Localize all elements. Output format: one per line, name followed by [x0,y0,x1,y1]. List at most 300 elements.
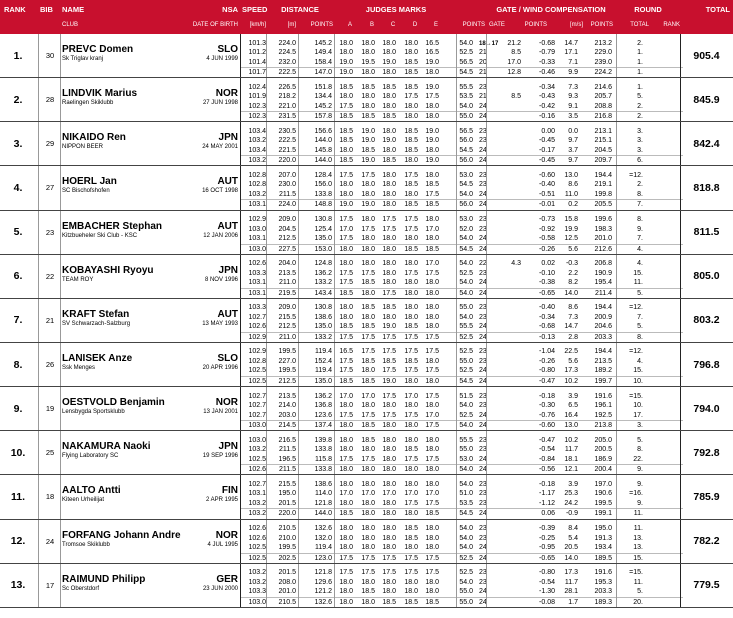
cell-judge-c: 17.5 [382,411,396,419]
cell-gate: 23 [479,436,487,444]
cell-gate: 24 [479,367,487,375]
cell-gate: 23 [479,525,487,533]
header-judge-c: C [390,22,396,28]
cell-distance: 208.0 [278,578,296,586]
cell-speed: 102.3 [248,113,266,121]
cell-wind-points: 17.1 [564,49,578,56]
cell-gate: 23 [479,569,487,577]
cell-distance: 227.5 [278,245,296,253]
cell-round-rank: 7. [637,313,643,321]
column-divider [680,387,681,430]
athlete-total: 785.9 [693,490,720,503]
cell-round-rank: 9. [637,480,643,488]
cell-speed: 102.8 [248,171,266,179]
cell-judge-points: 55.0 [459,446,473,454]
cell-distance: 199.5 [278,348,296,356]
header-distance: DISTANCE [281,5,319,14]
cell-judge-c: 18.0 [382,235,396,243]
cell-distance-points: 136.8 [314,402,332,410]
header-club: CLUB [62,22,79,28]
cell-judge-e: 17.5 [425,422,439,430]
cell-speed: 102.5 [248,377,266,385]
cell-gate: 24 [479,102,487,110]
cell-judge-points: 54.0 [459,102,473,110]
cell-gate: 23 [479,171,487,179]
athlete-nsa: NOR [215,529,238,541]
cell-judge-e: 19.0 [425,157,439,165]
cell-gate: 20 [479,58,487,66]
header-round: ROUND [634,5,662,14]
cell-wind: -0.73 [539,216,555,224]
cell-round-total: 195.4 [594,279,612,287]
cell-distance: 212.5 [278,377,296,385]
cell-judge-b: 17.5 [361,411,375,419]
column-divider [456,166,457,209]
cell-gate: 23 [479,578,487,586]
cell-speed: 103.2 [248,510,266,518]
cell-wind: -0.45 [539,157,555,165]
athlete-name: RAIMUND Philipp [62,573,146,585]
cell-wind-points: 5.6 [568,357,578,365]
cell-distance: 210.5 [278,598,296,606]
cell-gate-points: 4.3 [511,260,521,268]
athlete-rank: 6. [13,270,23,283]
cell-gate: 24 [479,201,487,209]
cell-wind: -0.68 [539,39,555,47]
cell-gate: 24 [479,411,487,419]
cell-judge-e: 16.5 [425,49,439,56]
cell-distance-points: 129.6 [314,578,332,586]
cell-judge-c: 19.0 [382,58,396,66]
column-divider [60,211,61,254]
cell-wind-points: 25.3 [564,490,578,498]
column-divider [616,520,617,563]
cell-wind-points: 1.7 [568,598,578,606]
cell-distance: 222.5 [278,69,296,76]
athlete-block [0,299,733,343]
athlete-block [0,564,733,608]
column-divider [680,255,681,298]
cell-distance: 215.5 [278,480,296,488]
cell-wind-points: 11.7 [564,446,578,454]
header-speed: SPEED [242,5,268,14]
cell-judge-a: 18.0 [339,245,353,253]
cell-judge-d: 18.5 [404,83,418,91]
cell-judge-c: 19.0 [382,137,396,145]
cell-judge-a: 18.0 [339,534,353,542]
cell-distance-points: 144.0 [314,157,332,165]
athlete-total: 842.4 [693,137,720,150]
athlete-nsa: AUT [217,176,238,188]
cell-round-total: 200.5 [594,446,612,454]
column-divider [486,564,487,607]
cell-wind-points: 8.2 [568,279,578,287]
cell-wind-points: 9.9 [568,69,578,76]
cell-judge-points: 52.5 [459,411,473,419]
cell-distance-points: 121.2 [314,588,332,596]
column-divider [486,431,487,474]
cell-judge-c: 18.0 [382,39,396,47]
cell-judge-b: 18.0 [361,480,375,488]
cell-judge-d: 17.5 [404,569,418,577]
cell-distance-points: 144.0 [314,137,332,145]
athlete-dob: 20 APR 1996 [202,364,238,371]
cell-judge-a: 17.5 [339,411,353,419]
cell-judge-b: 18.0 [361,466,375,474]
athlete-dob: 27 JUN 1998 [202,100,238,107]
athlete-name: AALTO Antti [62,485,121,497]
cell-round-total: 191.6 [594,569,612,577]
cell-distance: 215.5 [278,313,296,321]
cell-distance-points: 130.8 [314,216,332,224]
athlete-bib: 29 [45,139,55,149]
column-divider [240,475,241,518]
athlete-club: Kitzbueheler Ski Club - KSC [62,232,138,239]
cell-round-rank: 13. [633,544,643,552]
column-divider [456,387,457,430]
column-divider [240,122,241,165]
cell-wind: -0.51 [539,190,555,198]
cell-judge-a: 19.0 [339,69,353,76]
column-divider [486,78,487,121]
athlete-rank: 1. [13,49,23,62]
cell-distance-points: 119.4 [315,367,332,375]
column-divider [240,387,241,430]
cell-round-rank: 3. [637,137,643,145]
cell-judge-c: 18.0 [382,171,396,179]
cell-round-rank: 6. [637,157,643,165]
athlete-rank: 5. [13,226,23,239]
cell-judge-points: 54.5 [459,245,473,253]
header-gate-points: POINTS [524,22,547,28]
column-divider [456,564,457,607]
cell-judge-b: 17.5 [361,455,375,463]
cell-judge-points: 55.5 [459,83,473,91]
cell-judge-e: 18.0 [425,289,439,297]
cell-judge-e: 17.5 [425,392,439,400]
cell-judge-points: 55.5 [459,323,473,331]
cell-wind: -0.13 [539,333,555,341]
athlete-bib: 17 [45,580,55,590]
cell-wind-points: 18.1 [564,455,578,463]
cell-gate: 24 [479,455,487,463]
cell-judge-d: 18.5 [404,598,418,606]
cell-gate: 21 [479,69,487,76]
athlete-nsa: SLO [217,352,238,364]
athlete-club: Sk Triglav kranj [62,56,104,62]
column-divider [38,431,39,474]
athlete-block [0,520,733,564]
cell-round-rank: 11. [633,510,643,518]
cell-judge-e: 17.5 [425,269,439,277]
cell-speed: 103.1 [248,279,266,287]
cell-judge-e: 18.5 [425,245,439,253]
cell-judge-points: 53.5 [459,93,473,101]
column-divider [486,122,487,165]
athlete-club: Flying Laboratory SC [62,453,119,460]
cell-wind-points: 0.2 [568,201,578,209]
athlete-name: LINDVIK Marius [62,88,138,100]
athlete-total: 782.2 [693,535,720,548]
cell-judge-points: 56.0 [459,157,473,165]
cell-judge-b: 19.0 [361,127,375,135]
cell-judge-a: 17.5 [339,357,353,365]
cell-wind: -0.40 [539,304,555,312]
cell-distance: 210.0 [278,534,296,542]
cell-distance-points: 123.0 [314,554,332,562]
cell-judge-points: 54.5 [459,181,473,189]
cell-round-rank: 8. [637,446,643,454]
cell-round-rank: 2. [637,181,643,189]
cell-wind-points: 22.5 [564,348,578,356]
cell-distance: 232.0 [278,58,296,66]
header-distance-points: POINTS [310,22,333,28]
athlete-dob: 12 JAN 2006 [203,232,238,239]
cell-judge-e: 18.0 [425,357,439,365]
athlete-nsa: JPN [218,264,238,276]
column-divider [616,299,617,342]
cell-round-rank: 4. [637,260,643,268]
cell-speed: 103.0 [248,225,266,233]
cell-judge-points: 52.0 [459,225,473,233]
cell-judge-c: 18.0 [382,466,396,474]
cell-round-rank: =12. [629,171,643,179]
cell-judge-d: 18.5 [404,525,418,533]
cell-round-total: 197.0 [594,480,612,488]
cell-gate: 23 [479,480,487,488]
cell-judge-d: 18.0 [404,466,418,474]
cell-judge-points: 52.5 [459,569,473,577]
cell-round-rank: 11. [633,578,643,586]
cell-judge-c: 18.0 [382,201,396,209]
cell-judge-a: 18.0 [339,49,353,56]
column-divider [298,475,299,518]
cell-judge-c: 17.5 [382,554,396,562]
athlete-block [0,122,733,166]
column-divider [240,520,241,563]
column-divider [298,78,299,121]
cell-judge-c: 18.0 [382,93,396,101]
cell-judge-d: 17.0 [404,392,418,400]
athlete-bib: 22 [45,271,55,281]
cell-gate: 24 [479,289,487,297]
cell-gate: 18→17 [479,40,499,47]
column-divider [616,78,617,121]
cell-distance: 224.5 [278,49,296,56]
column-divider [456,78,457,121]
cell-judge-d: 17.5 [404,93,418,101]
cell-round-total: 190.6 [594,490,612,498]
column-divider [616,431,617,474]
cell-distance-points: 145.2 [314,39,332,47]
column-divider [456,343,457,386]
cell-wind-points: 16.4 [564,411,578,419]
column-divider [456,211,457,254]
athlete-dob: 16 OCT 1998 [202,188,238,195]
column-divider [298,343,299,386]
column-divider [680,166,681,209]
cell-gate: 23 [479,499,487,507]
cell-round-total: 205.7 [594,93,612,101]
results-header [0,0,733,34]
cell-speed: 103.2 [248,137,266,145]
athlete-total: 811.5 [693,226,720,239]
cell-round-total: 204.6 [594,323,612,331]
cell-gate: 23 [479,348,487,356]
cell-distance-points: 137.4 [314,422,332,430]
athlete-bib: 23 [45,227,55,237]
cell-judge-b: 18.5 [361,279,375,287]
cell-gate: 23 [479,137,487,145]
cell-judge-e: 18.0 [425,480,439,488]
cell-round-total: 199.8 [594,190,612,198]
cell-round-total: 215.1 [594,137,612,145]
cell-judge-a: 18.5 [339,127,353,135]
cell-judge-points: 51.5 [459,392,473,400]
athlete-nsa: SLO [217,44,238,55]
cell-wind-points: 8.4 [568,525,578,533]
cell-gate: 24 [479,510,487,518]
cell-judge-points: 56.0 [459,201,473,209]
cell-round-total: 203.3 [594,588,612,596]
cell-judge-c: 18.0 [382,245,396,253]
cell-judge-e: 17.5 [425,455,439,463]
cell-judge-d: 18.5 [404,534,418,542]
column-divider [38,78,39,121]
cell-wind-points: 12.5 [564,235,578,243]
cell-judge-e: 19.0 [425,127,439,135]
cell-distance-points: 133.8 [314,446,332,454]
cell-judge-a: 18.0 [339,190,353,198]
cell-wind-points: 7.3 [568,313,578,321]
cell-judge-c: 19.0 [382,323,396,331]
cell-wind: -0.47 [539,377,555,385]
athlete-club: SC Bischofshofen [62,188,110,195]
cell-distance-points: 132.0 [314,534,332,542]
cell-judge-a: 18.0 [339,260,353,268]
cell-speed: 102.9 [248,348,266,356]
cell-judge-e: 19.0 [425,137,439,145]
cell-judge-points: 54.0 [459,544,473,552]
column-divider [334,34,335,77]
cell-round-total: 219.1 [594,181,612,189]
cell-round-rank: 11. [633,525,643,533]
cell-judge-d: 18.0 [404,49,418,56]
cell-judge-d: 18.5 [404,245,418,253]
cell-judge-e: 18.5 [425,598,439,606]
cell-judge-d: 18.0 [404,190,418,198]
cell-wind-points: 28.1 [564,588,578,596]
cell-wind: -0.80 [539,367,555,375]
cell-judge-b: 18.0 [361,534,375,542]
cell-wind-points: 14.7 [564,39,578,47]
athlete-name: NIKAIDO Ren [62,132,126,144]
cell-round-rank: 2. [637,39,643,47]
cell-judge-a: 18.5 [339,157,353,165]
cell-judge-d: 18.0 [404,544,418,552]
cell-judge-d: 18.0 [404,102,418,110]
cell-gate: 21 [479,49,487,56]
athlete-dob: 4 JUN 1999 [206,56,238,62]
column-divider [680,78,681,121]
cell-round-rank: 7. [637,235,643,243]
athlete-name: HOERL Jan [62,176,117,188]
cell-round-total: 205.0 [594,436,612,444]
column-divider [486,211,487,254]
cell-judge-a: 18.0 [339,499,353,507]
cell-judge-b: 18.0 [361,313,375,321]
cell-judge-d: 18.0 [404,436,418,444]
cell-round-rank: =15. [629,392,643,400]
cell-judge-points: 54.5 [459,377,473,385]
cell-distance: 226.5 [278,83,296,91]
cell-judge-points: 54.0 [459,534,473,542]
cell-round-rank: 5. [637,289,643,297]
column-divider [486,343,487,386]
athlete-total: 818.8 [693,181,720,194]
cell-wind: -0.40 [539,181,555,189]
column-divider [60,564,61,607]
header-distance-unit: [m] [287,22,296,28]
cell-distance-points: 132.6 [314,525,332,533]
cell-judge-points: 52.5 [459,49,473,56]
cell-judge-a: 18.0 [339,598,353,606]
cell-judge-d: 17.0 [404,490,418,498]
cell-judge-a: 17.5 [339,569,353,577]
athlete-total: 905.4 [693,49,720,62]
cell-round-total: 212.6 [594,245,612,253]
cell-judge-e: 18.0 [425,313,439,321]
cell-gate: 24 [479,157,487,165]
cell-round-total: 216.8 [594,113,612,121]
column-divider [334,564,335,607]
cell-judge-a: 17.5 [339,367,353,375]
cell-round-rank: 8. [637,216,643,224]
column-divider [616,343,617,386]
cell-distance-points: 139.8 [314,436,332,444]
cell-judge-a: 18.0 [339,544,353,552]
cell-distance: 222.5 [278,137,296,145]
column-divider [486,520,487,563]
cell-judge-points: 54.0 [459,39,473,47]
cell-judge-a: 18.0 [339,446,353,454]
cell-judge-e: 18.0 [425,525,439,533]
cell-gate-points: 8.5 [511,93,521,101]
column-divider [60,166,61,209]
athlete-bib: 19 [45,404,55,414]
cell-round-total: 203.3 [594,333,612,341]
athlete-rank: 13. [10,579,26,592]
cell-judge-points: 56.5 [459,127,473,135]
cell-round-total: 193.4 [594,544,612,552]
cell-round-total: 191.3 [594,534,612,542]
cell-speed: 103.2 [248,569,266,577]
athlete-name: EMBACHER Stephan [62,220,163,232]
cell-judge-points: 55.0 [459,304,473,312]
cell-distance: 204.0 [278,260,296,268]
cell-judge-e: 19.0 [425,58,439,66]
cell-judge-e: 17.0 [425,260,439,268]
athlete-block [0,211,733,255]
cell-distance-points: 124.8 [314,260,332,268]
cell-distance-points: 125.4 [314,225,332,233]
column-divider [38,387,39,430]
athlete-block [0,255,733,299]
cell-judge-a: 18.0 [339,480,353,488]
column-divider [38,166,39,209]
cell-judge-a: 17.5 [339,102,353,110]
cell-judge-c: 18.0 [382,422,396,430]
